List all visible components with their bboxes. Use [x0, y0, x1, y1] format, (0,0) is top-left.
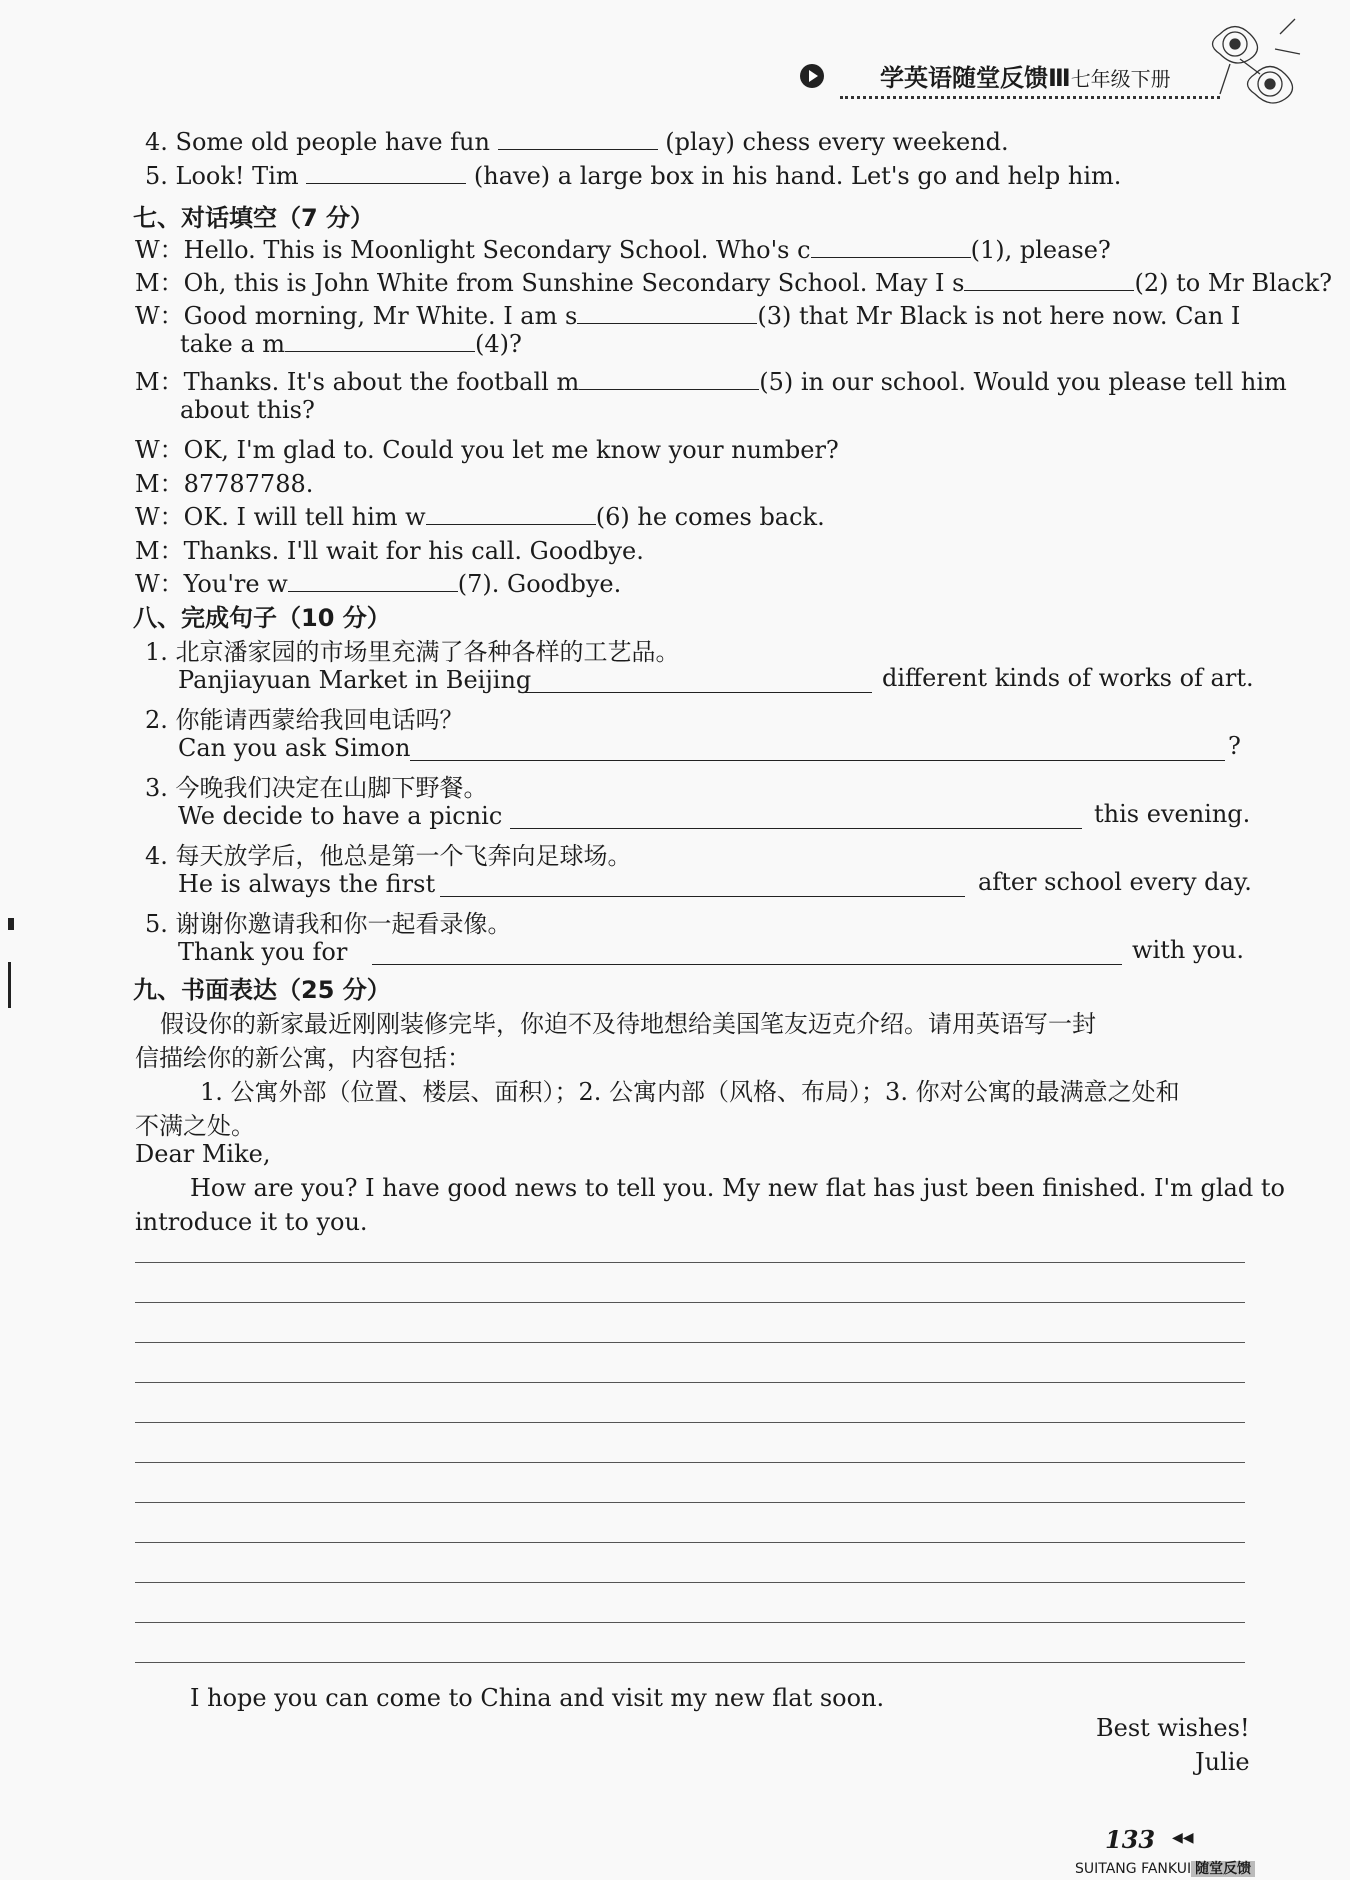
- sentence-3-cn: 3. 今晚我们决定在山脚下野餐。: [145, 774, 488, 802]
- letter-signature: Julie: [1195, 1748, 1250, 1776]
- sentence-4-cn: 4. 每天放学后，他总是第一个飞奔向足球场。: [145, 842, 632, 870]
- dialogue-line: M：87787788.: [135, 470, 314, 498]
- writing-line[interactable]: [135, 1662, 1245, 1663]
- dialogue-line: M：Oh, this is John White from Sunshine Secondary School. May I s (2) to Mr Black?: [135, 269, 1332, 297]
- writing-line[interactable]: [135, 1302, 1245, 1303]
- dialogue-line: M：Thanks. It's about the football m (5) in our school. Would you please tell him: [135, 368, 1287, 396]
- sentence-3-tail: this evening.: [1094, 800, 1251, 828]
- section-8-heading: 八、完成句子（10 分）: [133, 604, 391, 632]
- letter-body: introduce it to you.: [135, 1208, 368, 1236]
- book-title: 学英语随堂反馈Ⅲ七年级下册: [880, 64, 1171, 92]
- sentence-1-cn: 1. 北京潘家园的市场里充满了各种各样的工艺品。: [145, 638, 680, 666]
- sentence-2-en: Can you ask Simon: [178, 734, 411, 762]
- writing-line[interactable]: [135, 1622, 1245, 1623]
- answer-blank[interactable]: [306, 163, 466, 184]
- dialogue-line: W：Hello. This is Moonlight Secondary School. Who's c (1), please?: [135, 236, 1111, 264]
- page-header: [800, 58, 1230, 98]
- dialogue-line: take a m (4)?: [180, 330, 522, 358]
- sentence-4-en: He is always the first: [178, 870, 436, 898]
- question-5: 5. Look! Tim (have) a large box in his hand. Let's go and help him.: [145, 162, 1122, 190]
- header-divider: [840, 96, 1220, 99]
- answer-blank[interactable]: [811, 237, 971, 258]
- sentence-5-cn: 5. 谢谢你邀请我和你一起看录像。: [145, 910, 512, 938]
- dialogue-line: M：Thanks. I'll wait for his call. Goodbye.: [135, 537, 644, 565]
- letter-signoff: Best wishes!: [1096, 1714, 1250, 1742]
- writing-line[interactable]: [135, 1342, 1245, 1343]
- answer-blank[interactable]: [964, 270, 1134, 291]
- sentence-2-cn: 2. 你能请西蒙给我回电话吗？: [145, 706, 464, 734]
- dialogue-line: W：You're w (7). Goodbye.: [135, 570, 622, 598]
- section-7-heading: 七、对话填空（7 分）: [133, 204, 375, 232]
- page-number: 133: [1105, 1825, 1156, 1854]
- answer-blank[interactable]: [288, 571, 458, 592]
- flower-decoration-icon: [1200, 14, 1310, 114]
- answer-blank[interactable]: [522, 672, 872, 693]
- answer-blank[interactable]: [577, 303, 757, 324]
- section-9-heading: 九、书面表达（25 分）: [133, 976, 391, 1004]
- play-icon: [800, 64, 824, 88]
- writing-line[interactable]: [135, 1382, 1245, 1383]
- sentence-2-tail: ?: [1228, 732, 1241, 760]
- prompt-text: 不满之处。: [135, 1112, 255, 1140]
- scan-mark: [8, 962, 11, 1008]
- letter-closing: I hope you can come to China and visit my new flat soon.: [190, 1684, 885, 1712]
- writing-line[interactable]: [135, 1542, 1245, 1543]
- answer-blank[interactable]: [510, 808, 1082, 829]
- scan-mark: [8, 918, 14, 930]
- sentence-1-tail: different kinds of works of art.: [882, 664, 1254, 692]
- writing-line[interactable]: [135, 1502, 1245, 1503]
- prompt-text: 1. 公寓外部（位置、楼层、面积）；2. 公寓内部（风格、布局）；3. 你对公寓的最满意之处和: [200, 1078, 1180, 1106]
- answer-blank[interactable]: [498, 129, 658, 150]
- writing-line[interactable]: [135, 1462, 1245, 1463]
- double-arrow-left-icon: ◀◀: [1172, 1830, 1194, 1846]
- sentence-5-tail: with you.: [1132, 936, 1245, 964]
- writing-line[interactable]: [135, 1582, 1245, 1583]
- letter-body: How are you? I have good news to tell you. My new flat has just been finished. I'm glad to: [190, 1174, 1285, 1202]
- answer-blank[interactable]: [372, 944, 1122, 965]
- page-footer: SUITANG FANKUI 随堂反馈: [1075, 1858, 1255, 1878]
- answer-blank[interactable]: [410, 740, 1225, 761]
- answer-blank[interactable]: [579, 369, 759, 390]
- sentence-4-tail: after school every day.: [978, 868, 1252, 896]
- writing-line[interactable]: [135, 1422, 1245, 1423]
- dialogue-line: W：Good morning, Mr White. I am s (3) that Mr Black is not here now. Can I: [135, 302, 1241, 330]
- question-4: 4. Some old people have fun (play) chess every weekend.: [145, 128, 1009, 156]
- answer-blank[interactable]: [285, 331, 475, 352]
- dialogue-line: W：OK, I'm glad to. Could you let me know your number?: [135, 436, 839, 464]
- sentence-3-en: We decide to have a picnic: [178, 802, 503, 830]
- answer-blank[interactable]: [426, 504, 596, 525]
- letter-greeting: Dear Mike,: [135, 1140, 271, 1168]
- sentence-5-en: Thank you for: [178, 938, 348, 966]
- prompt-text: 信描绘你的新公寓，内容包括：: [135, 1044, 471, 1072]
- prompt-text: 假设你的新家最近刚刚装修完毕，你迫不及待地想给美国笔友迈克介绍。请用英语写一封: [160, 1010, 1096, 1038]
- writing-line[interactable]: [135, 1262, 1245, 1263]
- dialogue-line: W：OK. I will tell him w (6) he comes back.: [135, 503, 825, 531]
- dialogue-line: about this?: [180, 396, 315, 424]
- answer-blank[interactable]: [440, 876, 965, 897]
- sentence-1-en: Panjiayuan Market in Beijing: [178, 666, 532, 694]
